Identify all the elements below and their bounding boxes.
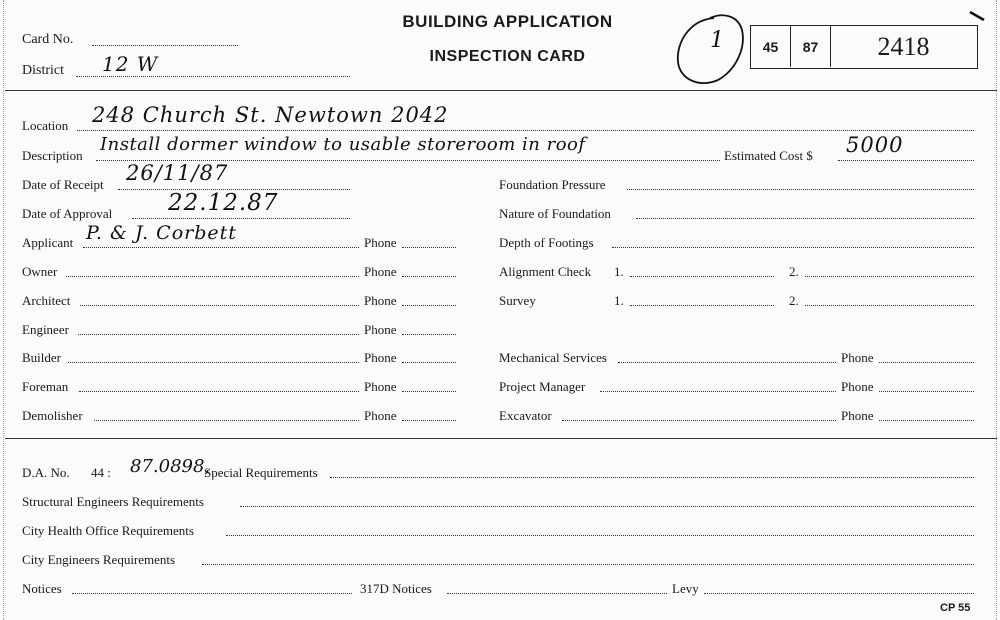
- date-of-approval-field[interactable]: [132, 217, 350, 219]
- da-no-label: D.A. No.: [22, 465, 70, 480]
- foreman-field[interactable]: [79, 390, 359, 392]
- foreman-phone-field[interactable]: [402, 390, 456, 392]
- demolisher-phone-label: Phone: [364, 408, 397, 423]
- description-label: Description: [22, 148, 83, 163]
- number-box-b: 87: [791, 26, 831, 67]
- nature-of-foundation-label: Nature of Foundation: [499, 206, 611, 221]
- card-no-label: Card No.: [22, 32, 74, 47]
- survey-label: Survey: [499, 293, 536, 308]
- alignment-check-label: Alignment Check: [499, 264, 592, 279]
- depth-of-footings-label: Depth of Footings: [499, 235, 594, 250]
- applicant-value: P. & J. Corbett: [86, 222, 237, 244]
- project-manager-phone-field[interactable]: [879, 390, 974, 392]
- city-health-field[interactable]: [226, 534, 974, 536]
- project-manager-phone-label: Phone: [841, 379, 874, 394]
- applicant-phone-field[interactable]: [402, 246, 456, 248]
- depth-of-footings-field[interactable]: [612, 246, 974, 248]
- notices-317d-field[interactable]: [447, 592, 667, 594]
- mechanical-services-phone-field[interactable]: [879, 361, 974, 363]
- alignment-check-1-field[interactable]: [630, 275, 774, 277]
- card-left-edge: [3, 0, 4, 620]
- card-number: 2418: [877, 31, 930, 61]
- estimated-cost-value: 5000: [846, 133, 904, 157]
- applicant-field[interactable]: [83, 246, 359, 248]
- engineer-phone-field[interactable]: [402, 333, 456, 335]
- location-label: Location: [22, 118, 69, 133]
- owner-phone-field[interactable]: [402, 275, 456, 277]
- city-health-label: City Health Office Requirements: [22, 523, 194, 538]
- mechanical-services-phone-label: Phone: [841, 350, 874, 365]
- architect-phone-label: Phone: [364, 293, 397, 308]
- owner-field[interactable]: [66, 275, 359, 277]
- architect-label: Architect: [22, 293, 71, 308]
- date-of-receipt-value: 26/11/87: [126, 161, 229, 185]
- foreman-phone-label: Phone: [364, 379, 397, 394]
- alignment-check-2-label: 2.: [789, 264, 799, 279]
- structural-engineers-field[interactable]: [240, 505, 974, 507]
- description-value: Install dormer window to usable storeroom in roof: [100, 134, 586, 155]
- district-value: 12 W: [102, 52, 159, 76]
- date-of-approval-label: Date of Approval: [22, 206, 113, 221]
- builder-field[interactable]: [68, 361, 359, 363]
- alignment-check-1-label: 1.: [614, 264, 624, 279]
- project-manager-label: Project Manager: [499, 379, 586, 394]
- notices-field[interactable]: [72, 592, 352, 594]
- da-no-value: 87.0898,: [130, 456, 211, 477]
- da-no-prefix: 44 :: [91, 465, 111, 480]
- excavator-label: Excavator: [499, 408, 552, 423]
- header-divider: [5, 90, 997, 91]
- location-field[interactable]: [77, 129, 974, 131]
- estimated-cost-field[interactable]: [838, 159, 974, 161]
- levy-field[interactable]: [704, 592, 974, 594]
- demolisher-field[interactable]: [94, 419, 359, 421]
- nature-of-foundation-field[interactable]: [636, 217, 974, 219]
- builder-label: Builder: [22, 350, 61, 365]
- foundation-pressure-label: Foundation Pressure: [499, 177, 606, 192]
- foundation-pressure-field[interactable]: [627, 188, 974, 190]
- notices-317d-label: 317D Notices: [360, 581, 432, 596]
- survey-1-label: 1.: [614, 293, 624, 308]
- district-label: District: [22, 63, 64, 78]
- survey-2-label: 2.: [789, 293, 799, 308]
- alignment-check-2-field[interactable]: [805, 275, 974, 277]
- excavator-phone-label: Phone: [841, 408, 874, 423]
- survey-2-field[interactable]: [805, 304, 974, 306]
- demolisher-phone-field[interactable]: [402, 419, 456, 421]
- date-of-receipt-label: Date of Receipt: [22, 177, 104, 192]
- card-title-line2: INSPECTION CARD: [429, 48, 586, 65]
- excavator-field[interactable]: [562, 419, 836, 421]
- section-divider: [5, 438, 997, 439]
- special-requirements-label: Special Requirements: [204, 465, 318, 480]
- city-engineers-label: City Engineers Requirements: [22, 552, 176, 567]
- card-number-box: [750, 25, 978, 69]
- architect-field[interactable]: [80, 304, 359, 306]
- demolisher-label: Demolisher: [22, 408, 83, 423]
- notices-label: Notices: [22, 581, 62, 596]
- levy-label: Levy: [672, 581, 699, 596]
- owner-label: Owner: [22, 264, 58, 279]
- card-no-field[interactable]: [92, 44, 238, 46]
- number-box-a: 45: [751, 26, 791, 67]
- card-right-edge: [996, 0, 997, 620]
- circled-mark-value: 1: [710, 28, 725, 53]
- location-value: 248 Church St. Newtown 2042: [92, 103, 449, 127]
- owner-phone-label: Phone: [364, 264, 397, 279]
- estimated-cost-label: Estimated Cost $: [724, 148, 813, 163]
- project-manager-field[interactable]: [600, 390, 836, 392]
- form-code: CP 55: [940, 602, 971, 614]
- engineer-field[interactable]: [78, 333, 359, 335]
- architect-phone-field[interactable]: [402, 304, 456, 306]
- mechanical-services-label: Mechanical Services: [499, 350, 607, 365]
- engineer-phone-label: Phone: [364, 322, 397, 337]
- builder-phone-label: Phone: [364, 350, 397, 365]
- pen-mark-icon: [968, 8, 988, 24]
- builder-phone-field[interactable]: [402, 361, 456, 363]
- engineer-label: Engineer: [22, 322, 69, 337]
- applicant-phone-label: Phone: [364, 235, 397, 250]
- structural-engineers-label: Structural Engineers Requirements: [22, 494, 204, 509]
- special-requirements-field[interactable]: [330, 476, 974, 478]
- foreman-label: Foreman: [22, 379, 69, 394]
- applicant-label: Applicant: [22, 235, 74, 250]
- mechanical-services-field[interactable]: [618, 361, 836, 363]
- excavator-phone-field[interactable]: [879, 419, 974, 421]
- date-of-approval-value: 22.12.87: [168, 190, 279, 216]
- city-engineers-field[interactable]: [202, 563, 974, 565]
- survey-1-field[interactable]: [630, 304, 774, 306]
- card-title-line1: BUILDING APPLICATION: [402, 12, 613, 31]
